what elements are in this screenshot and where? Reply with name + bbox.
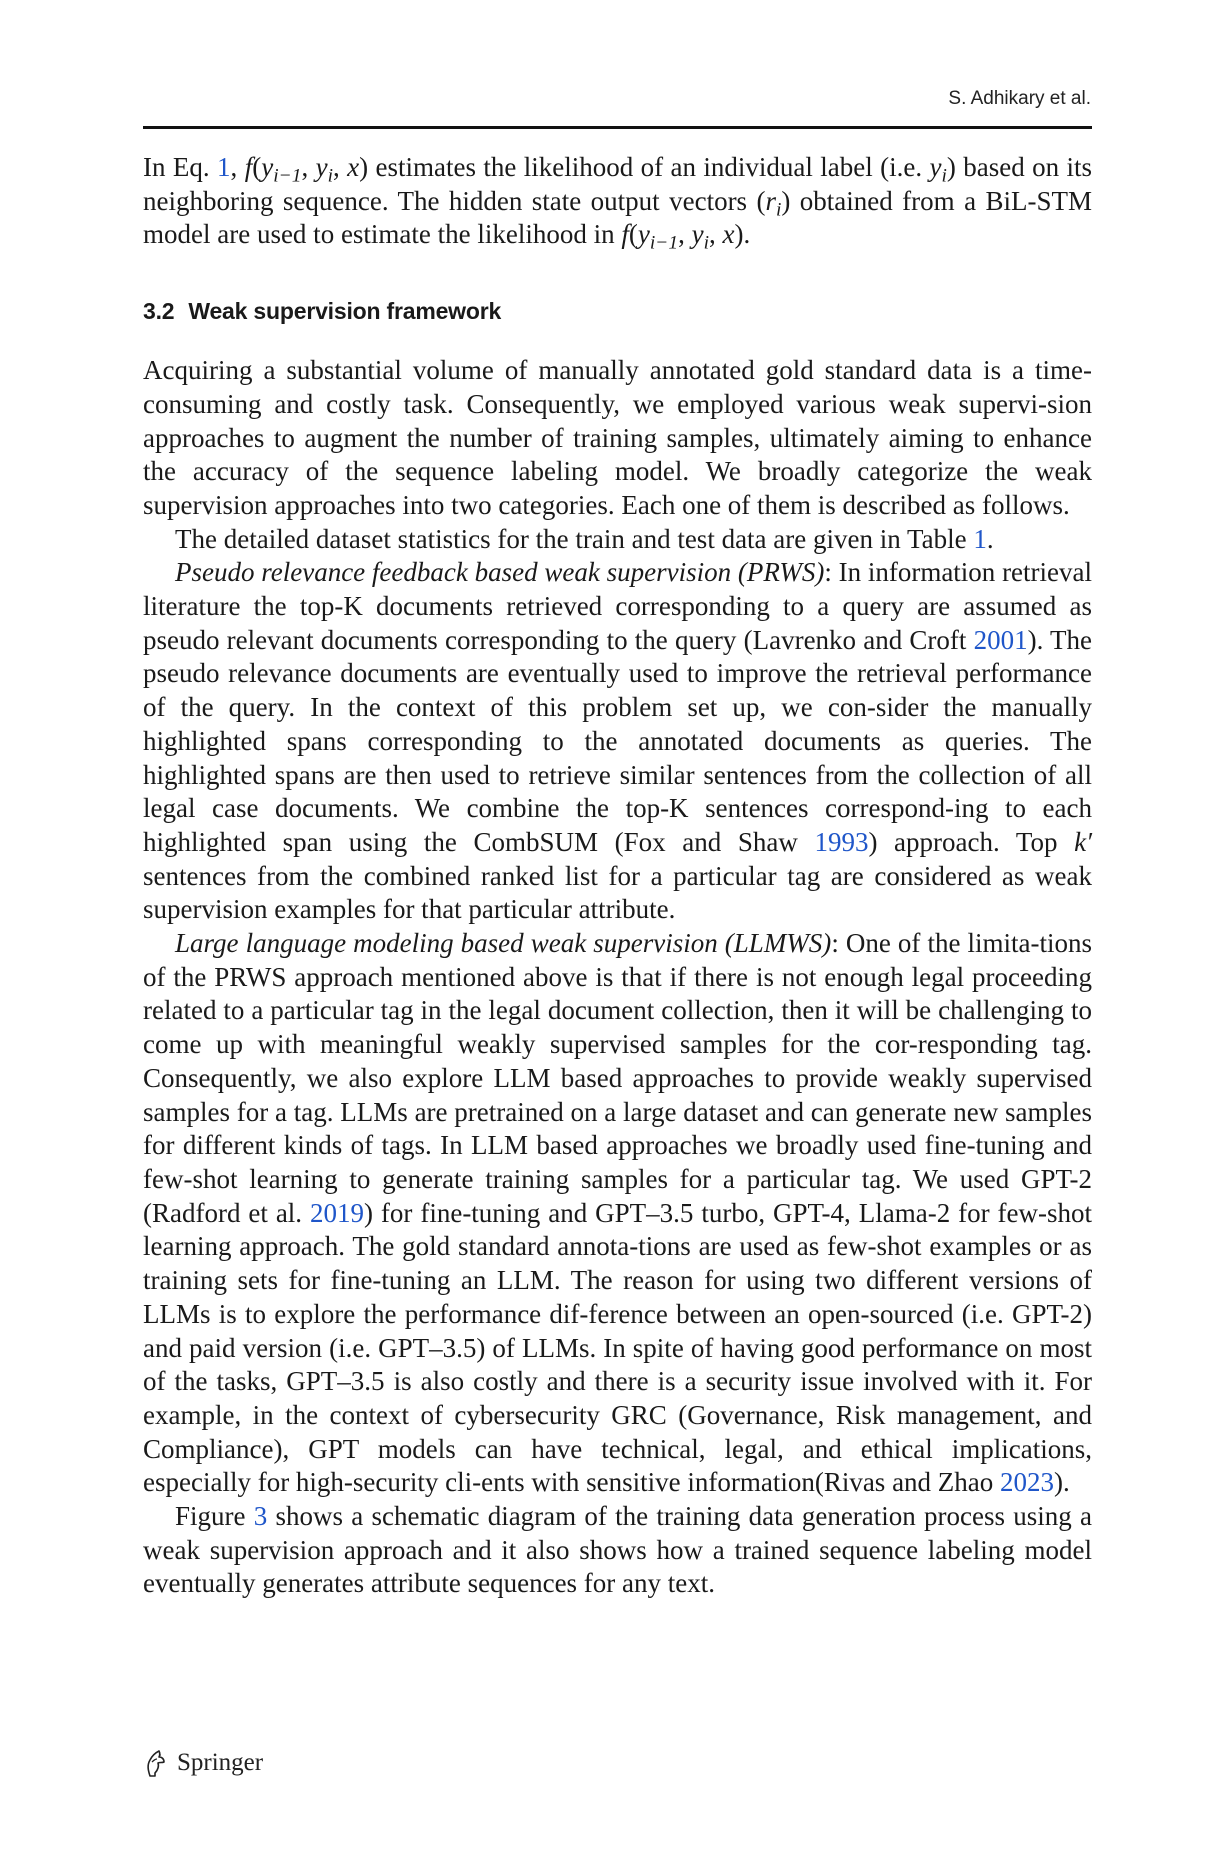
- paragraph-1: Acquiring a substantial volume of manually annotated gold standard data is a time-consuming and costly task. Consequently, we employed various weak supervi-sion approaches to augment the number of training samples, ultimately aiming to enhance the accuracy of the sequence labeling model. We broadly categorize the weak supervision approaches into two categories. Each one of them is described as follows.: [143, 355, 1092, 520]
- footer: [143, 1748, 263, 1778]
- figure-link[interactable]: 3: [253, 1501, 268, 1532]
- paragraph-figure: Figure 3 shows a schematic diagram of the training data generation process using a weak supervision approach and it also shows how a trained sequence labeling model eventually generates attribute sequences for any text.: [143, 1501, 1092, 1599]
- section-heading: [143, 296, 1092, 326]
- citation-2019[interactable]: 2019: [310, 1197, 364, 1228]
- springer-horse-icon: [143, 1748, 169, 1778]
- page-body: [143, 151, 1092, 1601]
- citation-2001[interactable]: 2001: [973, 624, 1028, 655]
- publisher-name: Springer: [177, 1749, 264, 1776]
- intro-paragraph: In Eq. 1, $f(y_{i-1}$, $y_i$, x) estimates the likelihood of an individual label (i.e. $y_i$) based on its neighboring sequence. The hidden state output vectors $(r_i)$ obtained from a BiL-STM model are used to estimate the likelihood in $f(y_{i-1}$, $y_i$, x).: [143, 152, 1093, 254]
- paragraph-2: The detailed dataset statistics for the train and test data are given in Table 1.: [175, 523, 994, 554]
- citation-1993[interactable]: 1993: [814, 826, 869, 857]
- eq-link[interactable]: 1: [217, 152, 231, 182]
- header-rule: [143, 126, 1092, 129]
- section-number: 3.2: [143, 298, 175, 325]
- citation-2023[interactable]: 2023: [1000, 1467, 1055, 1498]
- paragraph-llmws: Large language modeling based weak supervision (LLMWS): One of the limita-tions of the PRWS approach mentioned above is that if there is not enough legal proceeding related to a particular tag in the legal document collection, then it will be challenging to come up with meaningful weakly supervised samples for the cor-responding tag. Consequently, we also explore LLM based approaches to provide weakly supervised samples for a tag. LLMs are pretrained on a large dataset and can generate new samples for different kinds of tags. In LLM based approaches we broadly used fine-tuning and few-shot learning to generate training samples for a particular tag. We used GPT-2 (Radford et al. 2019) for fine-tuning and GPT–3.5 turbo, GPT-4, Llama-2 for few-shot learning approach. The gold standard annota-tions are used as few-shot examples or as training sets for fine-tuning an LLM. The reason for using two different versions of LLMs is to explore the performance dif-ference between an open-sourced (i.e. GPT-2) and paid version (i.e. GPT–3.5) of LLMs. In spite of having good performance on most of the tasks, GPT–3.5 is also costly and there is a security issue involved with it. For example, in the context of cybersecurity GRC (Governance, Risk management, and Compliance), GPT models can have technical, legal, and ethical implications, especially for high-security cli-ents with sensitive information(Rivas and Zhao 2023).: [143, 928, 1093, 1498]
- section-title: Weak supervision framework: [188, 298, 502, 325]
- table-link[interactable]: 1: [973, 523, 987, 554]
- prws-lead: Pseudo relevance feedback based weak supervision (PRWS): [175, 557, 825, 588]
- paragraph-prws: Pseudo relevance feedback based weak supervision (PRWS): In information retrieval literature the top-K documents retrieved corresponding to a query are assumed as pseudo relevant documents corresponding to the query (Lavrenko and Croft 2001). The pseudo relevance documents are eventually used to improve the retrieval performance of the query. In the context of this problem set up, we con-sider the manually highlighted spans corresponding to the annotated documents as queries. The highlighted spans are then used to retrieve similar sentences from the collection of all legal case documents. We combine the top-K sentences correspond-ing to each highlighted span using the CombSUM (Fox and Shaw 1993) approach. Top k′ sentences from the combined ranked list for a particular tag are considered as weak supervision examples for that particular attribute.: [143, 557, 1093, 925]
- running-head: S. Adhikary et al.: [948, 88, 1091, 109]
- llmws-lead: Large language modeling based weak supervision (LLMWS): [175, 928, 832, 959]
